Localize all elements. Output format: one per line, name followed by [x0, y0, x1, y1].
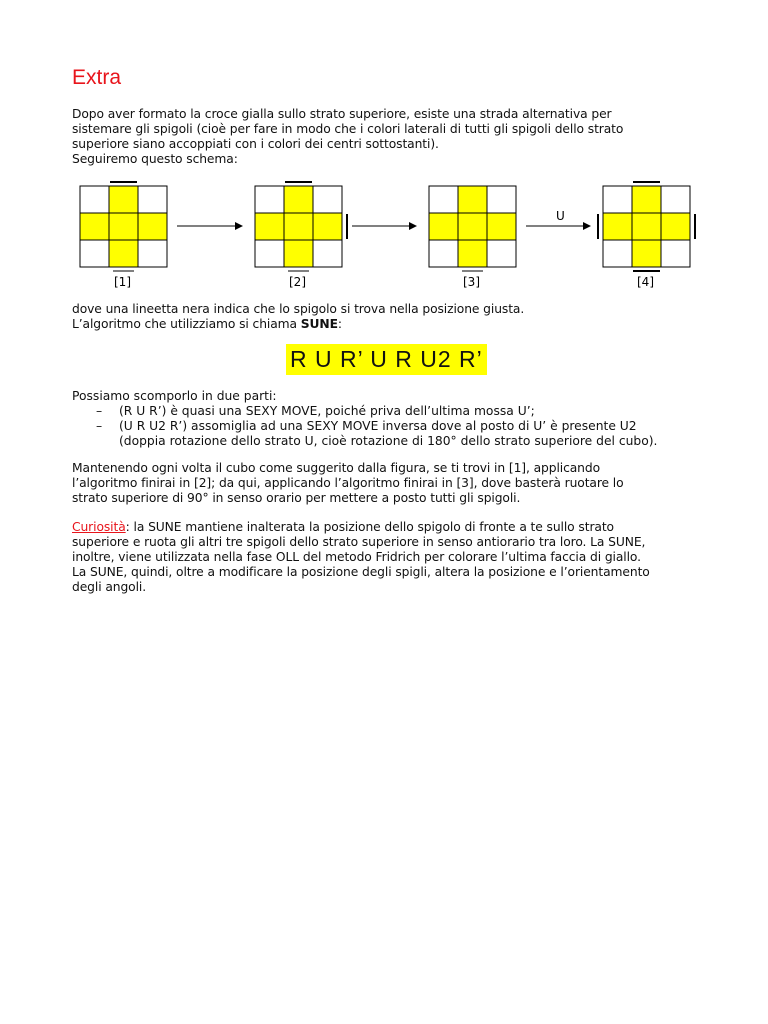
algorithm-name: SUNE [300, 317, 338, 331]
explanation-line: dove una lineetta nera indica che lo spigolo si trova nella posizione giusta. [72, 302, 525, 316]
curiosity-line: superiore e ruota gli altri tre spigoli dello strato superiore in senso antiorario tra loro. La SUNE, [72, 535, 646, 549]
procedure-line: l’algoritmo finirai in [2]; da qui, applicando l’algoritmo finirai in [3], dove basterà ruotare lo [72, 476, 624, 490]
list-dash: – [96, 404, 103, 418]
list-item-text: (U R U2 R’) assomiglia ad una SEXY MOVE inversa dove al posto di U’ è presente U2 [119, 419, 637, 433]
procedure-line: strato superiore di 90° in senso orario per mettere a posto tutti gli spigoli. [72, 491, 521, 505]
arrow-u-label: U [556, 209, 565, 223]
procedure-line: Mantenendo ogni volta il cubo come suggerito dalla figura, se ti trovi in [1], applicando [72, 461, 601, 475]
breakdown-intro: Possiamo scomporlo in due parti: [72, 389, 277, 403]
diagram-label: [1] [114, 275, 131, 289]
intro-line: Dopo aver formato la croce gialla sullo strato superiore, esiste una strada alternativa per [72, 107, 612, 121]
breakdown-list [72, 389, 658, 449]
intro-line: Seguiremo questo schema: [72, 152, 238, 166]
curiosity-line: inoltre, viene utilizzata nella fase OLL del metodo Fridrich per colorare l’ultima faccia di giallo. [72, 550, 641, 564]
list-item-continuation [72, 434, 658, 449]
cube-face-4 [598, 182, 695, 271]
diagram-explanation [72, 302, 524, 332]
diagram-label: [2] [289, 275, 306, 289]
diagram-label: [3] [463, 275, 480, 289]
cube-cross-diagram [72, 176, 696, 294]
diagram-label: [4] [637, 275, 654, 289]
procedure-paragraph [72, 461, 624, 506]
algorithm-name-line: L’algoritmo che utilizziamo si chiama SUNE: [72, 317, 342, 331]
section-title: Extra [72, 66, 122, 89]
intro-line: superiore siano accoppiati con i colori dei centri sottostanti). [72, 137, 439, 151]
cube-face-1 [80, 182, 167, 267]
curiosity-paragraph [72, 520, 650, 595]
curiosity-first-line: Curiosità: la SUNE mantiene inalterata la posizione dello spigolo di fronte a te sullo strato [72, 520, 614, 534]
intro-line: sistemare gli spigoli (cioè per fare in modo che i colori laterali di tutti gli spigoli dello strato [72, 122, 624, 136]
sune-formula: R U R’ U R U2 R’ [286, 344, 487, 375]
intro-paragraph [72, 107, 623, 167]
curiosity-line: degli angoli. [72, 580, 147, 594]
list-item-text: (R U R’) è quasi una SEXY MOVE, poiché priva dell’ultima mossa U’; [119, 404, 535, 418]
list-item [72, 419, 637, 434]
cube-face-2 [255, 182, 347, 267]
cube-face-3 [429, 186, 516, 267]
curiosity-line: La SUNE, quindi, oltre a modificare la posizione degli spigli, altera la posizione e l’orientamento [72, 565, 650, 579]
list-item-text: (doppia rotazione dello strato U, cioè rotazione di 180° dello strato superiore del cubo). [119, 434, 658, 448]
curiosity-label: Curiosità [72, 520, 126, 534]
list-dash: – [96, 419, 103, 433]
list-item [72, 404, 535, 419]
